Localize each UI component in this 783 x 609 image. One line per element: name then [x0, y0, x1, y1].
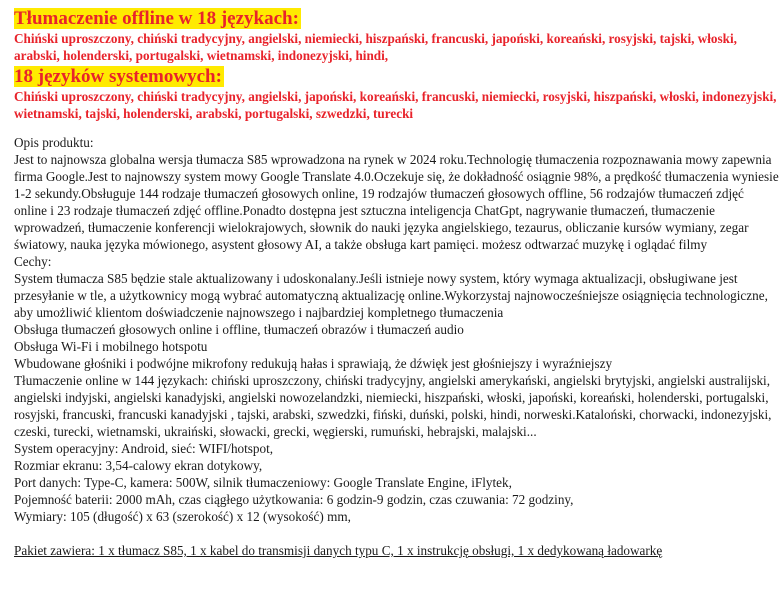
feature-updates: System tłumacza S85 będzie stale aktualizowany i udoskonalany.Jeśli istnieje nowy system, który wymaga aktualizacji, obsługiwane jest przesyłanie w tle, a użytkownicy mogą wybrać automatyczną aktualizację online.Wykorzystaj najnowocześniejsze osiągnięcia technologiczne, aby umożliwić klientom doświadczenie najnowszego i najbardziej kompletnego tłumaczenia — [14, 271, 768, 320]
feature-online-languages: Tłumaczenie online w 144 językach: chiński uproszczony, chiński tradycyjny, angielski amerykański, angielski brytyjski, angielski australijski, angielski indyjski, angielski kanadyjski, angielski nowozelandzki, niemiecki, hiszpański, włoski, japoński, koreański, holenderski, portugalski, rosyjski, francuski, francuski kanadyjski , tajski, arabski, szwedzki, fiński, duński, polski, hindi, norweski.Kataloński, chorwacki, indonezyjski, czeski, turecki, wietnamski, ukraiński, słowacki, grecki, węgierski, rumuński, hebrajski, malajski... — [14, 373, 772, 439]
spec-os: System operacyjny: Android, sieć: WIFI/hotspot, — [14, 441, 274, 456]
description-body — [14, 134, 779, 559]
spec-screen: Rozmiar ekranu: 3,54-calowy ekran dotykowy, — [14, 458, 263, 473]
feature-translation-modes: Obsługa tłumaczeń głosowych online i offline, tłumaczeń obrazów i tłumaczeń audio — [14, 322, 464, 337]
feature-speakers: Wbudowane głośniki i podwójne mikrofony redukują hałas i sprawiają, że dźwięk jest głośniejszy i wyraźniejszy — [14, 356, 613, 371]
package-contents: Pakiet zawiera: 1 x tłumacz S85, 1 x kabel do transmisji danych typu C, 1 x instrukcję obsługi, 1 x dedykowaną ładowarkę — [14, 543, 663, 558]
feature-wifi: Obsługa Wi-Fi i mobilnego hotspotu — [14, 339, 208, 354]
system-languages-list: Chiński uproszczony, chiński tradycyjny, angielski, japoński, koreański, francuski, niemiecki, rosyjski, hiszpański, włoski, indonezyjski, wietnamski, tajski, holenderski, arabski, portugalski, szwedzki, turecki — [14, 89, 777, 121]
description-paragraph: Jest to najnowsza globalna wersja tłumacza S85 wprowadzona na rynek w 2024 roku.Technologię tłumaczenia rozpoznawania mowy zapewnia firma Google.Jest to najnowszy system mowy Google Translate 4.0.Oczekuje się, że dokładność osiągnie 98%, a prędkość tłumaczenia wyniesie 1-2 sekundy.Obsługuje 144 rodzaje tłumaczeń głosowych online, 19 rodzajów tłumaczeń głosowych offline, 56 rodzajów tłumaczeń zdjęć online i 23 rodzaje tłumaczeń zdjęć offline.Ponadto dostępna jest sztuczna inteligencja ChatGpt, nagrywanie tłumaczeń, tłumaczenie wprowadzeń, tłumaczenie konferencji wielokrajowych, słownik do nauki języka angielskiego, tezaurus, obliczanie kursów wymiany, zegar światowy, nauka języka mówionego, asystent głosowy AI, a także obsługa kart pamięci. możesz odtwarzać muzykę i oglądać filmy — [14, 152, 779, 252]
system-languages-heading: 18 języków systemowych: — [14, 66, 222, 87]
description-label: Opis produktu: — [14, 135, 94, 150]
spec-battery: Pojemność baterii: 2000 mAh, czas ciągłego użytkowania: 6 godzin-9 godzin, czas czuwania: 72 godziny, — [14, 492, 574, 507]
product-description — [14, 8, 779, 559]
offline-languages-heading: Tłumaczenie offline w 18 językach: — [14, 8, 299, 29]
spec-dimensions: Wymiary: 105 (długość) x 63 (szerokość) x 12 (wysokość) mm, — [14, 509, 351, 524]
offline-languages-list: Chiński uproszczony, chiński tradycyjny, angielski, niemiecki, hiszpański, francuski, japoński, koreański, rosyjski, tajski, włoski, arabski, holenderski, portugalski, wietnamski, indonezyjski, hindi, — [14, 31, 737, 63]
spec-port: Port danych: Type-C, kamera: 500W, silnik tłumaczeniowy: Google Translate Engine, iFlytek, — [14, 475, 512, 490]
features-label: Cechy: — [14, 254, 52, 269]
